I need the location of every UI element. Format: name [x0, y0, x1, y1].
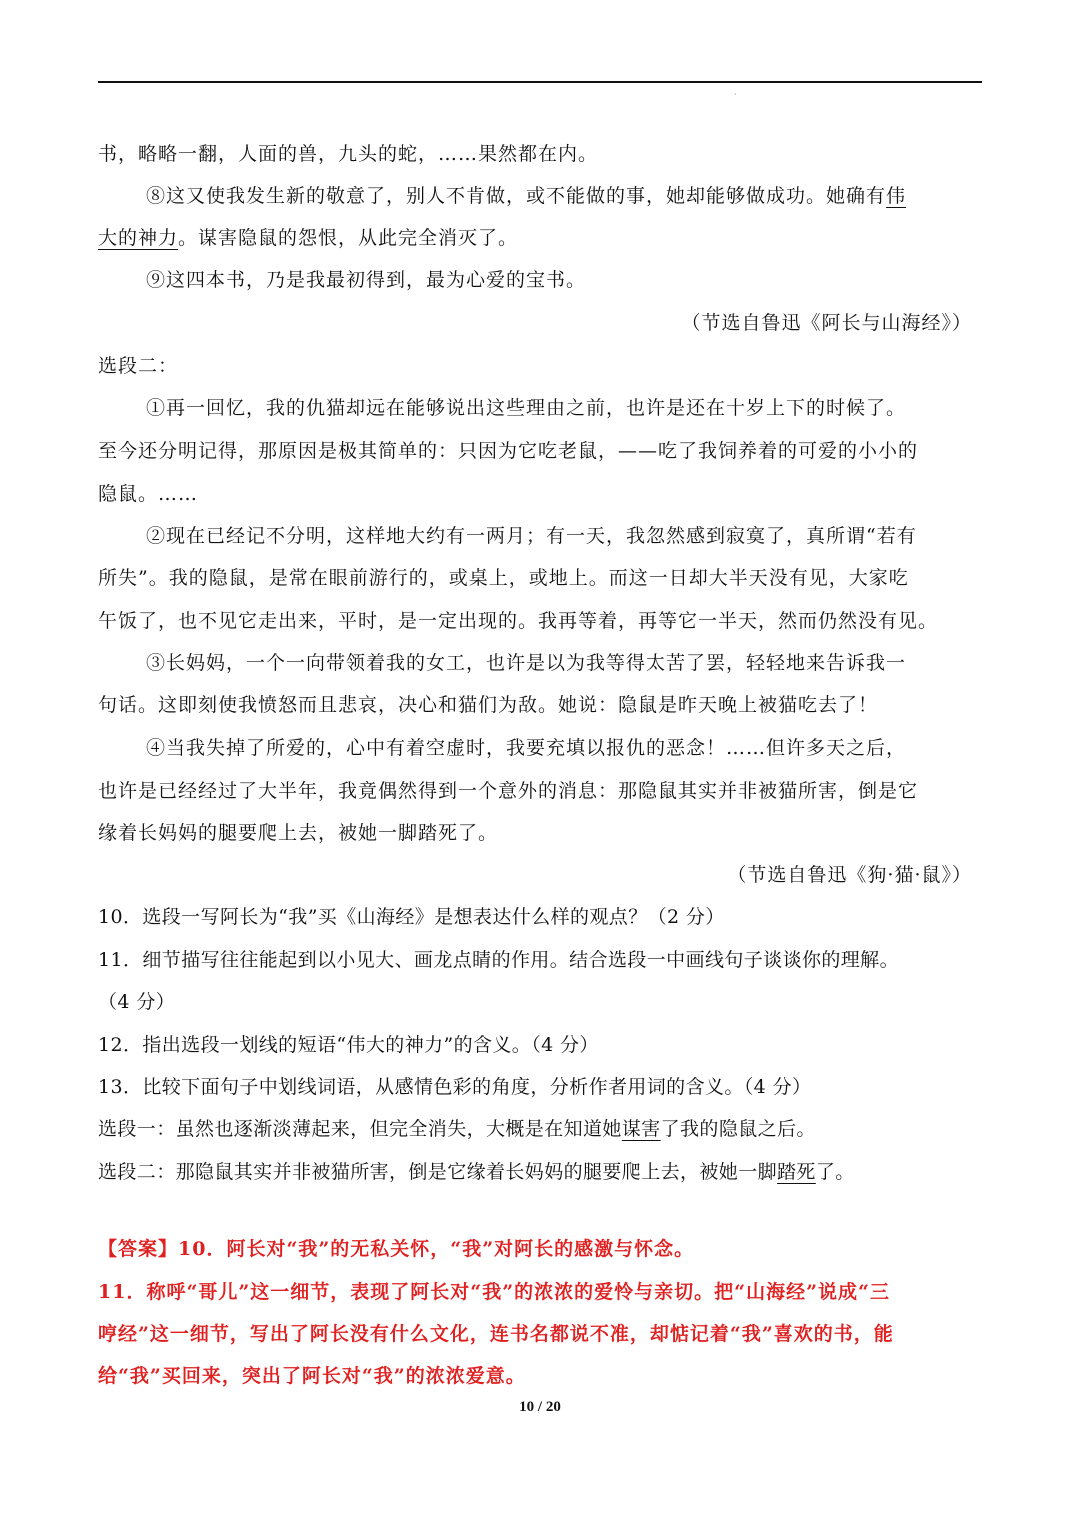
- paragraph-line: 也许是已经经过了大半年，我竟偶然得到一个意外的消息：那隐鼠其实并非被猫所害，倒是它: [98, 780, 919, 802]
- paragraph-line: ③长妈妈，一个一向带领着我的女工，也许是以为我等得太苦了罢，轻轻地来告诉我一: [146, 652, 907, 674]
- question-12: 12．指出选段一划线的短语“伟大的神力”的含义。（4 分）: [98, 1034, 599, 1056]
- question-13: 13．比较下面句子中划线词语，从感情色彩的角度，分析作者用词的含义。（4 分）: [98, 1076, 812, 1098]
- header-dot: ·: [734, 90, 737, 99]
- page-number: 10 / 20: [519, 1399, 561, 1415]
- paragraph-line: 至今还分明记得，那原因是极其简单的：只因为它吃老鼠，——吃了我饲养着的可爱的小小的: [98, 440, 919, 462]
- underlined-word: 踏死: [777, 1161, 816, 1183]
- underlined-phrase: 大的神力: [98, 227, 179, 249]
- question-13-sentence-1: 选段一：虽然也逐渐淡薄起来，但完全消失，大概是在知道她谋害了我的隐鼠之后。: [98, 1118, 816, 1140]
- source-citation: （节选自鲁迅《狗·猫·鼠》）: [727, 864, 972, 886]
- question-13-sentence-2: 选段二：那隐鼠其实并非被猫所害，倒是它缘着长妈妈的腿要爬上去，被她一脚踏死了。: [98, 1161, 855, 1183]
- question-11: 11．细节描写往往能起到以小见大、画龙点睛的作用。结合选段一中画线句子谈谈你的理解。: [98, 949, 899, 971]
- question-11-cont: （4 分）: [98, 991, 176, 1013]
- underlined-word: 谋害: [621, 1118, 661, 1140]
- paragraph-line: ⑧这又使我发生新的敬意了，别人不肯做，或不能做的事，她却能够做成功。她确有伟: [146, 185, 907, 207]
- paragraph-line: ②现在已经记不分明，这样地大约有一两月；有一天，我忽然感到寂寞了，真所谓“若有: [146, 525, 917, 547]
- paragraph-line: ①再一回忆，我的仇猫却远在能够说出这些理由之前，也许是还在十岁上下的时候了。: [146, 397, 907, 419]
- paragraph-line: ④当我失掉了所爱的，心中有着空虚时，我要充填以报仇的恶念！……但许多天之后，: [146, 737, 907, 759]
- answer-10: 【答案】10．阿长对“我”的无私关怀，“我”对阿长的感激与怀念。: [98, 1238, 695, 1260]
- paragraph-line: ⑨这四本书，乃是我最初得到，最为心爱的宝书。: [146, 269, 587, 291]
- section-heading: 选段二：: [98, 355, 179, 377]
- paragraph-line: 缘着长妈妈的腿要爬上去，被她一脚踏死了。: [98, 822, 499, 844]
- question-10: 10．选段一写阿长为“我”买《山海经》是想表达什么样的观点？（2 分）: [98, 906, 725, 928]
- paragraph-line: 书，略略一翻，人面的兽，九头的蛇，……果然都在内。: [98, 143, 599, 165]
- paragraph-line: 所失”。我的隐鼠，是常在眼前游行的，或桌上，或地上。而这一日却大半天没有见，大家吃: [98, 567, 909, 589]
- paragraph-line: 大的神力。谋害隐鼠的怨恨，从此完全消灭了。: [98, 227, 519, 249]
- header-rule: [98, 81, 982, 83]
- answer-11-line: 哼经”这一细节，写出了阿长没有什么文化，连书名都说不准，却惦记着“我”喜欢的书，能: [98, 1323, 894, 1345]
- answer-11-line: 给“我”买回来，突出了阿长对“我”的浓浓爱意。: [98, 1365, 526, 1387]
- paragraph-line: 句话。这即刻使我愤怒而且悲哀，决心和猫们为敌。她说：隐鼠是昨天晚上被猫吃去了！: [98, 694, 879, 716]
- paragraph-line: 隐鼠。……: [98, 483, 199, 505]
- source-citation: （节选自鲁迅《阿长与山海经》）: [681, 312, 972, 334]
- answer-11-line: 11．称呼“哥儿”这一细节，表现了阿长对“我”的浓浓的爱怜与亲切。把“山海经”说成“三: [98, 1281, 890, 1303]
- paragraph-line: 午饭了，也不见它走出来，平时，是一定出现的。我再等着，再等它一半天，然而仍然没有见。: [98, 610, 939, 632]
- underlined-phrase: 伟: [886, 185, 907, 207]
